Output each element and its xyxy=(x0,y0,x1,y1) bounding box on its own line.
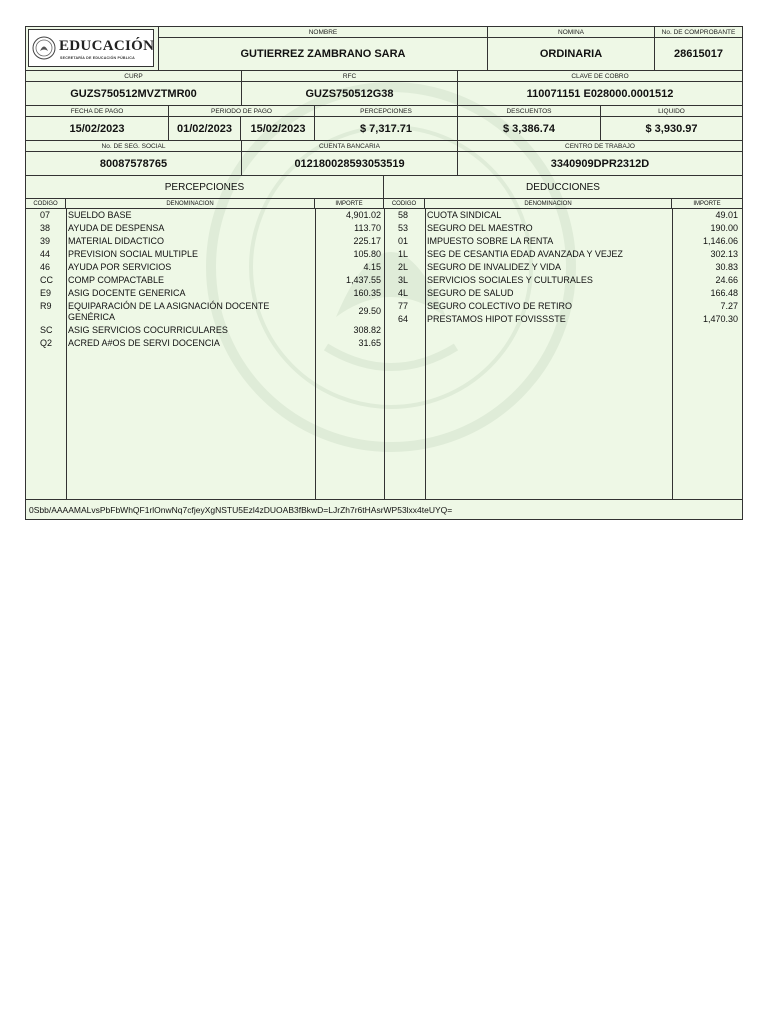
descuentos-field xyxy=(458,106,601,141)
cuenta-label: CUENTA BANCARIA xyxy=(242,141,457,152)
sep-logo-box xyxy=(26,27,159,71)
ded-row xyxy=(384,248,742,261)
ded-name: SEGURO DE SALUD xyxy=(427,288,514,298)
fecha-pago-label: FECHA DE PAGO xyxy=(26,106,168,117)
nss-field xyxy=(26,141,242,176)
rfc-value: GUZS750512G38 xyxy=(305,87,394,100)
perc-row xyxy=(26,222,384,235)
ded-row xyxy=(384,313,742,326)
comprobante-label: No. DE COMPROBANTE xyxy=(655,27,742,38)
percepciones-title: PERCEPCIONES xyxy=(26,176,384,199)
liquido-value: $ 3,930.97 xyxy=(645,122,698,135)
ded-row xyxy=(384,235,742,248)
periodo-field xyxy=(169,106,315,141)
perc-code: 38 xyxy=(40,223,51,233)
logo-subtitle: SECRETARÍA DE EDUCACIÓN PÚBLICA xyxy=(60,56,135,60)
ded-code: 4L xyxy=(398,288,409,298)
curp-field xyxy=(26,71,242,106)
ded-row xyxy=(384,261,742,274)
ded-code: 2L xyxy=(398,262,409,272)
perc-name: SUELDO BASE xyxy=(68,210,132,220)
periodo-from: 01/02/2023 xyxy=(169,117,241,140)
perc-name: MATERIAL DIDACTICO xyxy=(68,236,165,246)
ded-row xyxy=(384,209,742,222)
percepciones-total-label: PERCEPCIONES xyxy=(315,106,457,117)
curp-label: CURP xyxy=(26,71,241,82)
perc-col-denominacion: DENOMINACION xyxy=(66,199,315,209)
logo-title: EDUCACIÓN xyxy=(59,38,155,54)
perc-amount: 308.82 xyxy=(353,325,381,335)
rfc-field xyxy=(242,71,458,106)
centro-label: CENTRO DE TRABAJO xyxy=(458,141,742,152)
nss-label: No. DE SEG. SOCIAL xyxy=(26,141,241,152)
curp-value: GUZS750512MVZTMR00 xyxy=(70,87,197,100)
ded-code: 3L xyxy=(398,275,409,285)
centro-value: 3340909DPR2312D xyxy=(550,157,650,170)
periodo-label: PERIODO DE PAGO xyxy=(169,106,314,117)
comprobante-field xyxy=(655,27,742,71)
perc-amount: 105.80 xyxy=(353,249,381,259)
descuentos-value: $ 3,386.74 xyxy=(503,122,555,135)
perc-col-importe: IMPORTE xyxy=(315,199,384,209)
ded-amount: 30.83 xyxy=(715,262,738,272)
perc-name: COMP COMPACTABLE xyxy=(68,275,165,285)
nomina-field xyxy=(488,27,655,71)
nombre-field xyxy=(159,27,488,71)
ded-code: 53 xyxy=(398,223,409,233)
clave-value: 110071151 E028000.0001512 xyxy=(526,87,674,100)
nombre-value: GUTIERREZ ZAMBRANO SARA xyxy=(240,48,406,60)
ded-code: 1L xyxy=(398,249,409,259)
percepciones-total-value: $ 7,317.71 xyxy=(360,122,412,135)
perc-amount: 29.50 xyxy=(358,306,381,316)
comprobante-value: 28615017 xyxy=(674,48,723,60)
ded-code: 77 xyxy=(398,301,409,311)
ded-name: SEGURO DE INVALIDEZ Y VIDA xyxy=(427,262,562,272)
perc-code: CC xyxy=(40,275,53,285)
ded-amount: 1,146.06 xyxy=(702,236,738,246)
ded-row xyxy=(384,287,742,300)
perc-name: AYUDA DE DESPENSA xyxy=(68,223,165,233)
perc-row xyxy=(26,324,384,337)
perc-row xyxy=(26,209,384,222)
perc-amount: 31.65 xyxy=(358,338,381,348)
perc-row xyxy=(26,274,384,287)
ded-amount: 166.48 xyxy=(710,288,738,298)
perc-name: PREVISION SOCIAL MULTIPLE xyxy=(68,249,199,259)
perc-name: EQUIPARACIÓN DE LA ASIGNACIÓN DOCENTE xyxy=(68,301,270,311)
perc-name: GENÉRICA xyxy=(68,312,116,322)
centro-field xyxy=(458,141,742,176)
perc-code: 39 xyxy=(40,236,51,246)
perc-row-continuation xyxy=(26,311,384,324)
clave-label: CLAVE DE COBRO xyxy=(458,71,742,82)
descuentos-label: DESCUENTOS xyxy=(458,106,600,117)
periodo-to: 15/02/2023 xyxy=(250,122,306,135)
ded-code: 64 xyxy=(398,314,409,324)
perc-amount: 113.70 xyxy=(354,223,381,233)
perc-amount: 225.17 xyxy=(353,236,381,246)
ded-row xyxy=(384,274,742,287)
digital-stamp: 0Sbb/AAAAMALvsPbFbWhQF1rlOnwNq7cfjeyXgNSTU5Ezl4zDUOAB3fBkwD=LJrZh7r6tHAsrWP53lxx4teUYQ= xyxy=(26,499,742,520)
perc-code: R9 xyxy=(40,301,52,311)
ded-name: SERVICIOS SOCIALES Y CULTURALES xyxy=(427,275,593,285)
perc-col-codigo: CODIGO xyxy=(26,199,66,209)
perc-name: ASIG SERVICIOS COCURRICULARES xyxy=(68,325,228,335)
ded-amount: 190.00 xyxy=(710,223,738,233)
ded-row xyxy=(384,222,742,235)
fecha-pago-value: 15/02/2023 xyxy=(69,122,125,135)
perc-row xyxy=(26,287,384,300)
perc-name: ACRED A#OS DE SERVI DOCENCIA xyxy=(68,338,220,348)
payroll-receipt xyxy=(25,26,743,520)
ded-amount: 24.66 xyxy=(715,275,738,285)
perc-code: E9 xyxy=(40,288,52,298)
ded-name: CUOTA SINDICAL xyxy=(427,210,502,220)
ded-name: SEGURO DEL MAESTRO xyxy=(427,223,533,233)
perc-name: ASIG DOCENTE GENERICA xyxy=(68,288,186,298)
ded-amount: 302.13 xyxy=(710,249,738,259)
liquido-field xyxy=(601,106,742,141)
perc-code: SC xyxy=(40,325,53,335)
perc-name: AYUDA POR SERVICIOS xyxy=(68,262,172,272)
perc-row xyxy=(26,337,384,350)
perc-code: Q2 xyxy=(40,338,53,348)
ded-name: SEG DE CESANTIA EDAD AVANZADA Y VEJEZ xyxy=(427,249,623,259)
cuenta-value: 012180028593053519 xyxy=(294,157,405,170)
national-seal-icon xyxy=(32,36,56,60)
perc-row xyxy=(26,261,384,274)
nss-value: 80087578765 xyxy=(99,157,168,170)
perc-row xyxy=(26,235,384,248)
nombre-label: NOMBRE xyxy=(159,27,487,38)
perc-row xyxy=(26,248,384,261)
perc-code: 44 xyxy=(40,249,51,259)
perc-code: 07 xyxy=(40,210,51,220)
nomina-value: ORDINARIA xyxy=(539,48,603,60)
ded-row xyxy=(384,300,742,313)
ded-amount: 49.01 xyxy=(715,210,738,220)
ded-name: PRESTAMOS HIPOT FOVISSSTE xyxy=(427,314,566,324)
ded-name: SEGURO COLECTIVO DE RETIRO xyxy=(427,301,573,311)
perc-amount: 4.15 xyxy=(363,262,381,272)
ded-amount: 7.27 xyxy=(720,301,738,311)
rfc-label: RFC xyxy=(242,71,457,82)
perc-amount: 1,437.55 xyxy=(345,275,381,285)
percepciones-total-field xyxy=(315,106,458,141)
clave-field xyxy=(458,71,742,106)
liquido-label: LIQUIDO xyxy=(601,106,742,117)
ded-name: IMPUESTO SOBRE LA RENTA xyxy=(427,236,554,246)
ded-amount: 1,470.30 xyxy=(702,314,738,324)
perc-code: 46 xyxy=(40,262,51,272)
perc-amount: 4,901.02 xyxy=(345,210,381,220)
deducciones-title: DEDUCCIONES xyxy=(384,176,742,199)
ded-col-codigo: CODIGO xyxy=(384,199,425,209)
fecha-pago-field xyxy=(26,106,169,141)
ded-code: 58 xyxy=(398,210,409,220)
ded-col-importe: IMPORTE xyxy=(672,199,742,209)
ded-code: 01 xyxy=(398,236,409,246)
perc-amount: 160.35 xyxy=(353,288,381,298)
nomina-label: NOMINA xyxy=(488,27,654,38)
cuenta-field xyxy=(242,141,458,176)
ded-col-denominacion: DENOMINACION xyxy=(425,199,672,209)
